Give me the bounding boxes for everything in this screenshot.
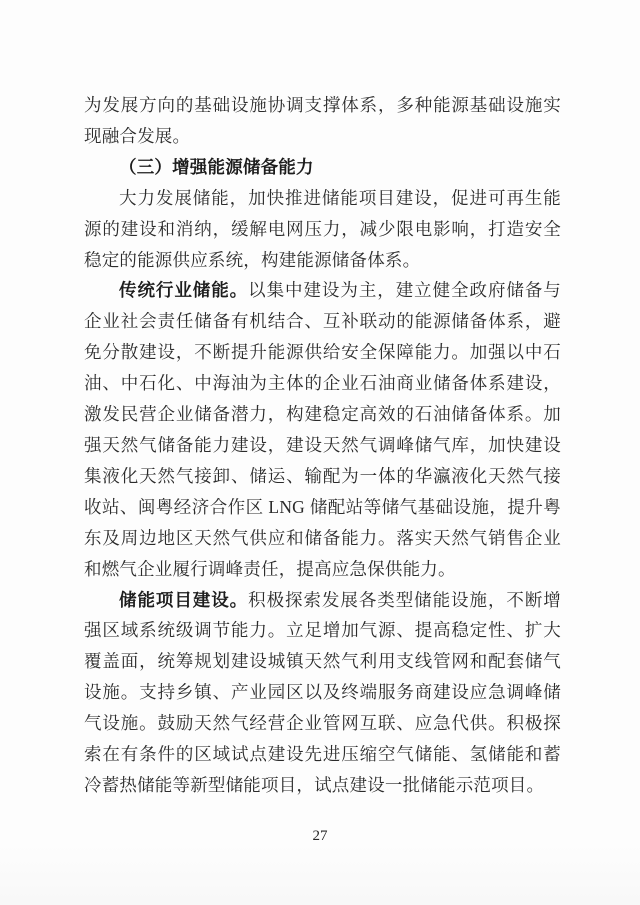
paragraph-continuation: 为发展方向的基础设施协调支撑体系，多种能源基础设施实现融合发展。: [84, 95, 561, 146]
paragraph: [84, 275, 561, 584]
page-number: 27: [312, 828, 328, 844]
paragraph-text: 以集中建设为主，建立健全政府储备与企业社会责任储备有机结合、互补联动的能源储备体系，避免分散建设，不断提升能源供给安全保障能力。加强以中石油、中石化、中海油为主体的企业石油商业储备体系建设，激发民营企业储备潜力，构建稳定高效的石油储备体系。加强天然气储备能力建设，建设天然气调峰储气库，加快建设集液化天然气接卸、储运、输配为一体的华瀛液化天然气接收站、闽粤经济合作区 LNG 储配站等储气基础设施，提升粤东及周边地区天然气供应和储备能力。落实天然气销售企业和燃气企业履行调峰责任，提高应急保供能力。: [84, 280, 561, 579]
section-heading: （三）增强能源储备能力: [119, 156, 314, 177]
paragraph-text: 积极探索发展各类型储能设施，不断增强区域系统级调节能力。立足增加气源、提高稳定性、扩大覆盖面，统筹规划建设城镇天然气利用支线管网和配套储气设施。支持乡镇、产业园区以及终端服务商建设应急调峰储气设施。鼓励天然气经营企业管网互联、应急代供。积极探索在有条件的区域试点建设先进压缩空气储能、氢储能和蓄冷蓄热储能等新型储能项目，试点建设一批储能示范项目。: [84, 589, 561, 795]
paragraph: 大力发展储能，加快推进储能项目建设，促进可再生能源的建设和消纳，缓解电网压力，减少限电影响，打造安全稳定的能源供应系统，构建能源储备体系。: [84, 187, 561, 270]
text-block: [84, 90, 561, 801]
paragraph-lead: 传统行业储能。: [119, 280, 249, 301]
paragraph: [84, 585, 561, 801]
paragraph-lead: 储能项目建设。: [119, 589, 249, 610]
